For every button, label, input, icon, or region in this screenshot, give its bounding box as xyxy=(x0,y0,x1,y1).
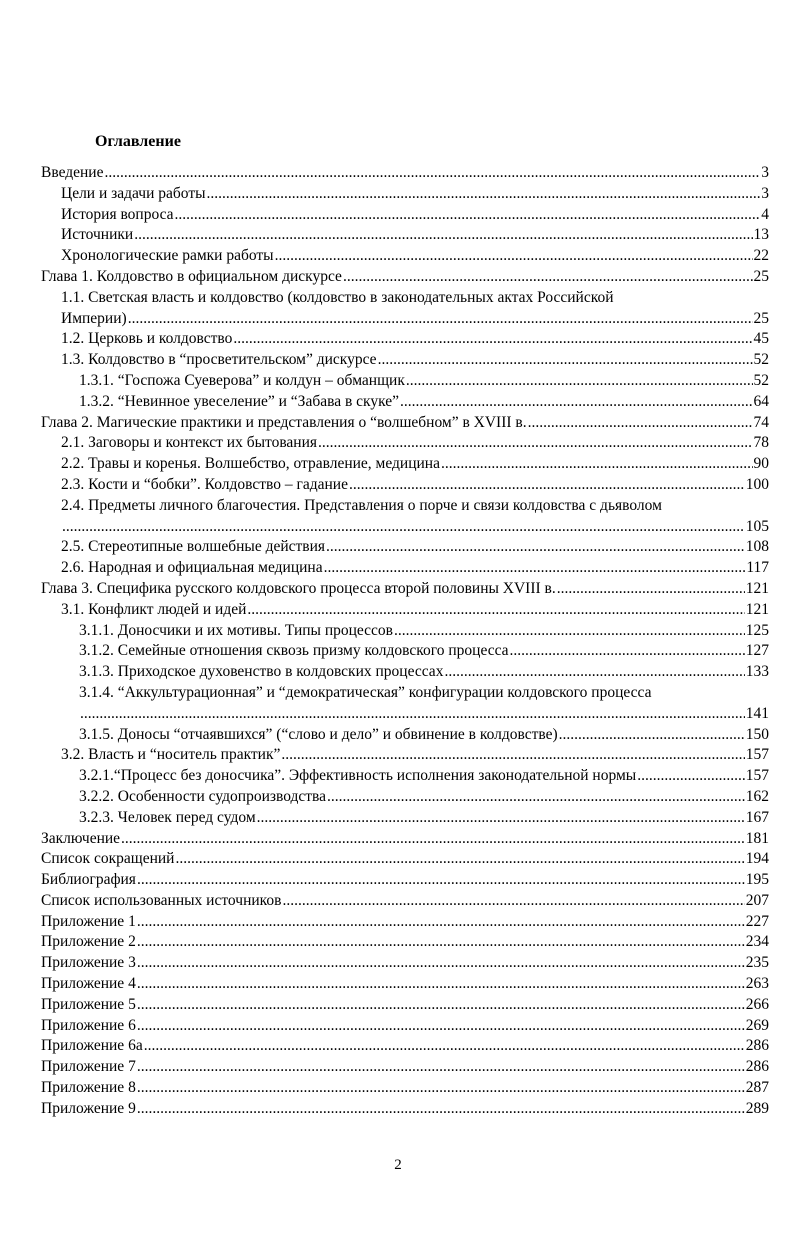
toc-entry-title: 2.2. Травы и коренья. Волшебство, отравление, медицина xyxy=(61,455,440,473)
toc-entry-title: Список сокращений xyxy=(41,850,175,868)
dot-leader xyxy=(137,870,745,891)
toc-entry[interactable] xyxy=(41,600,769,621)
toc-entry[interactable] xyxy=(41,932,769,953)
toc-entry[interactable] xyxy=(41,475,769,496)
toc-entry-page: 78 xyxy=(753,434,769,452)
toc-entry-page: 25 xyxy=(753,309,769,327)
toc-entry[interactable] xyxy=(41,537,769,558)
toc-entry-page: 13 xyxy=(753,226,769,244)
toc-entry-title-line: 1.1. Светская власть и колдовство (колдовство в законодательных актах Российской xyxy=(61,288,614,306)
toc-entry-title: Введение xyxy=(41,164,104,181)
toc-entry-title: 3.2. Власть и “носитель практик” xyxy=(61,746,281,764)
dot-leader xyxy=(233,329,752,350)
toc-entry-title: Приложение 5 xyxy=(41,995,136,1013)
toc-entry-title: 1.3.1. “Госпожа Суеверова” и колдун – обманщик xyxy=(79,371,405,389)
toc-entry-title: Приложение 1 xyxy=(41,912,136,930)
toc-entry-title: Источники xyxy=(61,226,134,244)
toc-entry-page: 25 xyxy=(753,267,769,285)
toc-entry-title: 1.3. Колдовство в “просветительском” дискурсе xyxy=(61,351,377,369)
dot-leader xyxy=(282,891,744,912)
toc-entry-page: 45 xyxy=(753,330,769,348)
toc-entry-title-line: 3.1.4. “Аккультурационная” и “демократическая” конфигурации колдовского процесса xyxy=(79,683,652,701)
toc-entry-title: Приложение 2 xyxy=(41,933,136,951)
toc-entry[interactable] xyxy=(41,849,769,870)
dot-leader xyxy=(281,745,744,766)
toc-entry-title: Империи) xyxy=(61,309,127,327)
toc-entry[interactable] xyxy=(41,454,769,475)
toc-entry[interactable] xyxy=(41,787,769,808)
toc-entry-page: 162 xyxy=(745,787,769,805)
toc-entry-title: 1.2. Церковь и колдовство xyxy=(61,330,233,348)
toc-entry[interactable] xyxy=(41,1057,769,1078)
toc-entry-title: 2.5. Стереотипные волшебные действия xyxy=(61,538,326,556)
toc-entry-page: 207 xyxy=(745,891,769,909)
dot-leader xyxy=(444,662,744,683)
toc-entry-title: Приложение 9 xyxy=(41,1099,136,1117)
dot-leader xyxy=(349,475,745,496)
toc-entry[interactable] xyxy=(41,662,769,683)
toc-entry-page: 141 xyxy=(745,704,769,722)
dot-leader xyxy=(104,163,760,184)
toc-entry-title: 2.1. Заговоры и контекст их бытования xyxy=(61,434,318,452)
toc-entry-page: 194 xyxy=(745,850,769,868)
dot-leader xyxy=(175,849,744,870)
dot-leader xyxy=(121,829,745,850)
toc-entry-title: 3.1.3. Приходское духовенство в колдовских процессах xyxy=(79,663,444,681)
toc-entry-page: 90 xyxy=(753,455,769,473)
dot-leader xyxy=(400,392,753,413)
dot-leader xyxy=(394,621,745,642)
toc-entry[interactable] xyxy=(41,205,769,226)
toc-entry-page: 150 xyxy=(745,725,769,743)
dot-leader xyxy=(137,1099,745,1120)
toc-entry-title: Глава 2. Магические практики и представления о “волшебном” в XVIII в. xyxy=(41,413,527,431)
toc-entry-page: 100 xyxy=(745,475,769,493)
toc-entry[interactable] xyxy=(41,683,769,725)
toc-entry[interactable] xyxy=(41,1078,769,1099)
toc-entry[interactable] xyxy=(41,350,769,371)
toc-entry-title: 3.1. Конфликт людей и идей xyxy=(61,600,247,618)
toc-entry-page: 181 xyxy=(745,829,769,847)
toc-entry[interactable] xyxy=(41,392,769,413)
toc-entry-page: 286 xyxy=(745,1058,769,1076)
dot-leader xyxy=(137,912,745,933)
toc-entry-title: 3.1.5. Доносы “отчаявшихся” (“слово и дело” и обвинение в колдовстве) xyxy=(79,725,558,743)
table-of-contents xyxy=(41,163,769,1120)
dot-leader xyxy=(318,433,752,454)
toc-entry[interactable] xyxy=(41,1099,769,1120)
dot-leader xyxy=(324,558,746,579)
toc-entry-page: 117 xyxy=(746,559,769,577)
dot-leader xyxy=(343,267,753,288)
toc-entry-title: 2.6. Народная и официальная медицина xyxy=(61,559,323,577)
dot-leader xyxy=(326,537,745,558)
dot-leader xyxy=(275,246,753,267)
toc-entry-page: 52 xyxy=(753,351,769,369)
toc-entry[interactable] xyxy=(41,808,769,829)
toc-entry-title: 3.1.2. Семейные отношения сквозь призму колдовского процесса xyxy=(79,642,509,660)
toc-entry[interactable] xyxy=(41,974,769,995)
dot-leader xyxy=(137,932,745,953)
toc-entry-page: 105 xyxy=(745,517,769,535)
toc-entry[interactable] xyxy=(41,496,769,538)
toc-entry-page: 266 xyxy=(745,995,769,1013)
dot-leader xyxy=(528,413,753,434)
dot-leader xyxy=(144,1036,745,1057)
toc-entry[interactable] xyxy=(41,641,769,662)
toc-entry-page: 289 xyxy=(745,1099,769,1117)
toc-entry-page: 108 xyxy=(745,538,769,556)
toc-entry-page: 121 xyxy=(745,600,769,618)
toc-entry[interactable] xyxy=(41,267,769,288)
toc-entry-page: 52 xyxy=(753,371,769,389)
toc-entry[interactable] xyxy=(41,912,769,933)
toc-entry[interactable] xyxy=(41,579,769,600)
toc-entry[interactable] xyxy=(41,870,769,891)
toc-entry-title: Приложение 4 xyxy=(41,975,136,993)
toc-entry-page: 157 xyxy=(745,746,769,764)
dot-leader xyxy=(137,953,745,974)
toc-entry[interactable] xyxy=(41,995,769,1016)
dot-leader xyxy=(137,995,745,1016)
toc-entry-title: 3.2.1.“Процесс без доносчика”. Эффективность исполнения законодательной нормы xyxy=(79,767,637,785)
toc-entry-title: 1.3.2. “Невинное увеселение” и “Забава в скуке” xyxy=(79,392,399,410)
toc-entry-title: Хронологические рамки работы xyxy=(61,247,274,265)
toc-entry-page: 234 xyxy=(745,933,769,951)
dot-leader xyxy=(137,1057,745,1078)
dot-leader xyxy=(378,350,753,371)
toc-entry[interactable] xyxy=(41,246,769,267)
toc-entry-page: 64 xyxy=(753,392,769,410)
toc-entry-title: Приложение 6 xyxy=(41,1016,136,1034)
toc-entry-page: 235 xyxy=(745,954,769,972)
toc-entry-title: История вопроса xyxy=(61,205,174,223)
toc-entry-page: 157 xyxy=(745,767,769,785)
dot-leader xyxy=(637,766,745,787)
page-number: 2 xyxy=(394,1157,402,1173)
dot-leader xyxy=(175,205,761,226)
dot-leader xyxy=(62,517,745,538)
toc-entry-title: Приложение 7 xyxy=(41,1058,136,1076)
toc-entry-title: Заключение xyxy=(41,829,121,847)
toc-entry-title: Приложение 8 xyxy=(41,1079,136,1097)
toc-entry-title: 3.1.1. Доносчики и их мотивы. Типы процессов xyxy=(79,621,394,639)
toc-entry-page: 195 xyxy=(745,871,769,889)
toc-entry-title: Приложение 6а xyxy=(41,1037,143,1055)
dot-leader xyxy=(80,704,745,725)
toc-entry-title: 3.2.2. Особенности судопроизводства xyxy=(79,787,327,805)
toc-entry[interactable] xyxy=(41,225,769,246)
dot-leader xyxy=(207,184,761,205)
toc-entry-title: Приложение 3 xyxy=(41,954,136,972)
toc-entry[interactable] xyxy=(41,288,769,330)
toc-entry[interactable] xyxy=(41,621,769,642)
toc-entry[interactable] xyxy=(41,1036,769,1057)
toc-entry-page: 227 xyxy=(745,912,769,930)
dot-leader xyxy=(441,454,753,475)
toc-title: Оглавление xyxy=(95,133,181,150)
toc-entry-page: 125 xyxy=(745,621,769,639)
toc-entry-page: 269 xyxy=(745,1016,769,1034)
toc-entry-page: 3 xyxy=(761,184,769,202)
dot-leader xyxy=(406,371,753,392)
toc-entry-page: 3 xyxy=(761,164,769,181)
toc-entry-title-line: 2.4. Предметы личного благочестия. Представления о порче и связи колдовства с дьяволом xyxy=(61,496,662,514)
toc-entry[interactable] xyxy=(41,766,769,787)
dot-leader xyxy=(137,1078,745,1099)
toc-entry-page: 263 xyxy=(745,975,769,993)
toc-entry-title: 3.2.3. Человек перед судом xyxy=(79,808,256,826)
toc-entry[interactable] xyxy=(41,1016,769,1037)
toc-entry-page: 127 xyxy=(745,642,769,660)
dot-leader xyxy=(137,1016,745,1037)
toc-entry[interactable] xyxy=(41,371,769,392)
toc-entry-page: 286 xyxy=(745,1037,769,1055)
toc-entry-title: Глава 1. Колдовство в официальном дискурсе xyxy=(41,267,342,285)
toc-entry[interactable] xyxy=(41,433,769,454)
toc-entry-page: 74 xyxy=(753,413,769,431)
toc-entry-page: 133 xyxy=(745,663,769,681)
toc-entry-page: 4 xyxy=(761,205,769,223)
toc-entry-page: 22 xyxy=(753,247,769,265)
toc-entry[interactable] xyxy=(41,413,769,434)
toc-entry[interactable] xyxy=(41,891,769,912)
dot-leader xyxy=(137,974,745,995)
toc-entry[interactable] xyxy=(41,725,769,746)
toc-entry-title: 2.3. Кости и “бобки”. Колдовство – гадание xyxy=(61,475,348,493)
toc-entry-page: 287 xyxy=(745,1079,769,1097)
toc-entry-title: Цели и задачи работы xyxy=(61,184,206,202)
toc-entry-title: Библиография xyxy=(41,871,136,889)
toc-entry-page: 121 xyxy=(745,579,769,597)
dot-leader xyxy=(247,600,744,621)
toc-entry[interactable] xyxy=(41,953,769,974)
dot-leader xyxy=(557,579,745,600)
dot-leader xyxy=(559,725,745,746)
toc-entry[interactable] xyxy=(41,745,769,766)
dot-leader xyxy=(257,808,745,829)
toc-entry[interactable] xyxy=(41,558,769,579)
dot-leader xyxy=(510,641,745,662)
toc-entry-page: 167 xyxy=(745,808,769,826)
toc-entry[interactable] xyxy=(41,184,769,205)
dot-leader xyxy=(128,309,753,330)
toc-entry[interactable] xyxy=(41,829,769,850)
dot-leader xyxy=(134,225,752,246)
dot-leader xyxy=(327,787,745,808)
toc-entry-title: Глава 3. Специфика русского колдовского процесса второй половины XVIII в. xyxy=(41,579,556,597)
toc-entry-title: Список использованных источников xyxy=(41,891,282,909)
toc-entry[interactable] xyxy=(41,329,769,350)
toc-entry[interactable] xyxy=(41,163,769,184)
